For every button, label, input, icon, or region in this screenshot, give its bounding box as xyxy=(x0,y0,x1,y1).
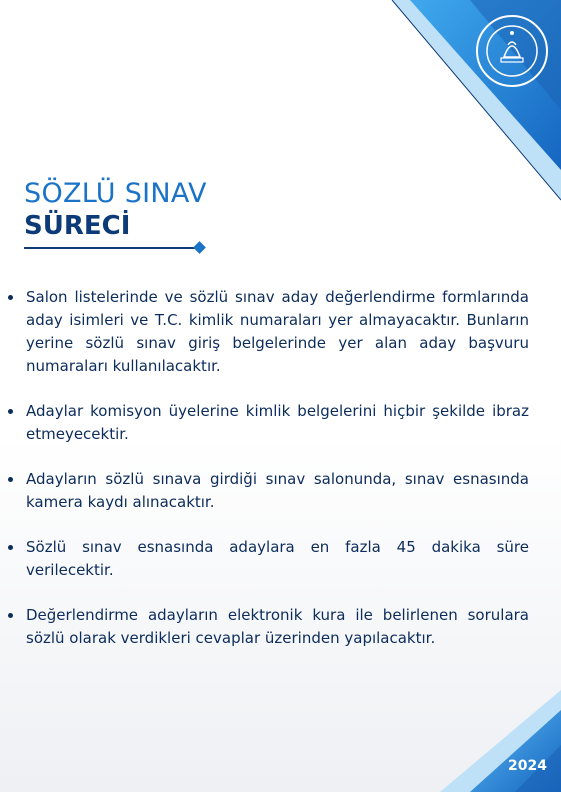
bullet-icon xyxy=(8,409,13,414)
list-item xyxy=(8,468,529,514)
list-item xyxy=(8,286,529,378)
title-underline xyxy=(24,247,200,249)
list-item-text: Sözlü sınav esnasında adaylara en fazla 45 dakika süre verilecektir. xyxy=(26,538,529,579)
footer-year: 2024 xyxy=(508,758,547,774)
bullet-icon xyxy=(8,613,13,618)
section-title xyxy=(24,178,207,242)
list-item-text: Adayların sözlü sınava girdiği sınav salonunda, sınav esnasında kamera kaydı alınacaktır. xyxy=(26,470,529,511)
title-line-2: SÜRECİ xyxy=(24,211,131,241)
list-item-text: Salon listelerinde ve sözlü sınav aday değerlendirme formlarında aday isimleri ve T.C. kimlik numaraları yer almayacaktır. Bunların yerine sözlü sınav giriş belgelerinde yer alan aday başvuru numaraları kullanılacaktır. xyxy=(26,288,529,375)
title-line-1: SÖZLÜ SINAV xyxy=(24,178,207,209)
list-item xyxy=(8,604,529,650)
list-item xyxy=(8,400,529,446)
list-item-text: Adaylar komisyon üyelerine kimlik belgelerini hiçbir şekilde ibraz etmeyecektir. xyxy=(26,402,529,443)
bullet-icon xyxy=(8,295,13,300)
ministry-emblem-icon xyxy=(474,13,550,89)
list-item xyxy=(8,536,529,582)
bullet-list xyxy=(8,286,529,672)
bullet-icon xyxy=(8,477,13,482)
list-item-text: Değerlendirme adayların elektronik kura ile belirlenen sorulara sözlü olarak verdikleri cevaplar üzerinden yapılacaktır. xyxy=(26,606,529,647)
bullet-icon xyxy=(8,545,13,550)
